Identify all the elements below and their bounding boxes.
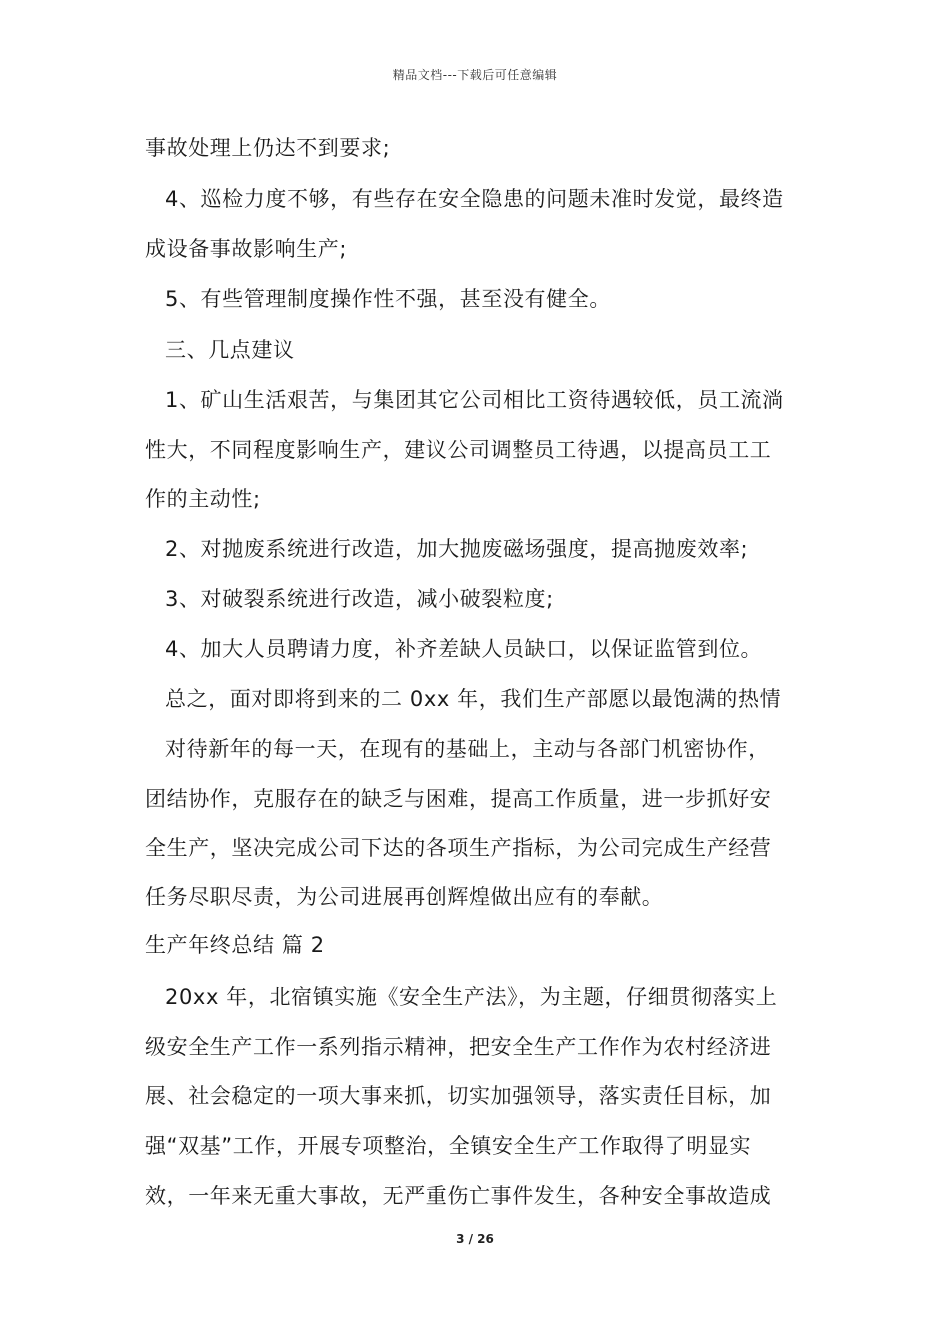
body-line: 作的主动性; bbox=[145, 487, 261, 511]
body-line: 4、加大人员聘请力度，补齐差缺人员缺口，以保证监管到位。 bbox=[165, 637, 763, 661]
body-line: 团结协作，克服存在的缺乏与困难，提高工作质量，进一步抓好安 bbox=[145, 787, 772, 811]
body-line: 强“双基”工作，开展专项整治，全镇安全生产工作取得了明显实 bbox=[145, 1134, 752, 1158]
body-line: 全生产，坚决完成公司下达的各项生产指标，为公司完成生产经营 bbox=[145, 836, 772, 860]
body-line: 1、矿山生活艰苦，与集团其它公司相比工资待遇较低，员工流淌 bbox=[165, 388, 784, 412]
body-line: 效，一年来无重大事故，无严重伤亡事件发生，各种安全事故造成 bbox=[145, 1184, 772, 1208]
body-line: 2、对抛废系统进行改造，加大抛废磁场强度，提高抛废效率; bbox=[165, 537, 749, 561]
body-line: 事故处理上仍达不到要求; bbox=[145, 136, 391, 160]
body-line: 20xx 年，北宿镇实施《安全生产法》，为主题，仔细贯彻落实上 bbox=[165, 985, 778, 1009]
body-line: 5、有些管理制度操作性不强，甚至没有健全。 bbox=[165, 287, 611, 311]
section-heading: 三、几点建议 bbox=[165, 338, 295, 362]
body-line: 对待新年的每一天，在现有的基础上，主动与各部门机密协作， bbox=[165, 737, 770, 761]
body-line: 级安全生产工作一系列指示精神，把安全生产工作作为农村经济进 bbox=[145, 1035, 772, 1059]
body-line: 任务尽职尽责，为公司进展再创辉煌做出应有的奉献。 bbox=[145, 885, 664, 909]
body-line: 性大，不同程度影响生产，建议公司调整员工待遇，以提高员工工 bbox=[145, 438, 772, 462]
body-line: 3、对破裂系统进行改造，减小破裂粒度; bbox=[165, 587, 554, 611]
body-line: 总之，面对即将到来的二 0xx 年，我们生产部愿以最饱满的热情 bbox=[165, 687, 782, 711]
body-line: 成设备事故影响生产; bbox=[145, 237, 348, 261]
page-header: 精品文档---下载后可任意编辑 bbox=[392, 68, 558, 82]
body-line: 4、巡检力度不够，有些存在安全隐患的问题未准时发觉，最终造 bbox=[165, 187, 784, 211]
page-number: 3 / 26 bbox=[456, 1232, 494, 1246]
body-line: 展、社会稳定的一项大事来抓，切实加强领导，落实责任目标，加 bbox=[145, 1084, 772, 1108]
section-title: 生产年终总结 篇 2 bbox=[145, 933, 325, 957]
